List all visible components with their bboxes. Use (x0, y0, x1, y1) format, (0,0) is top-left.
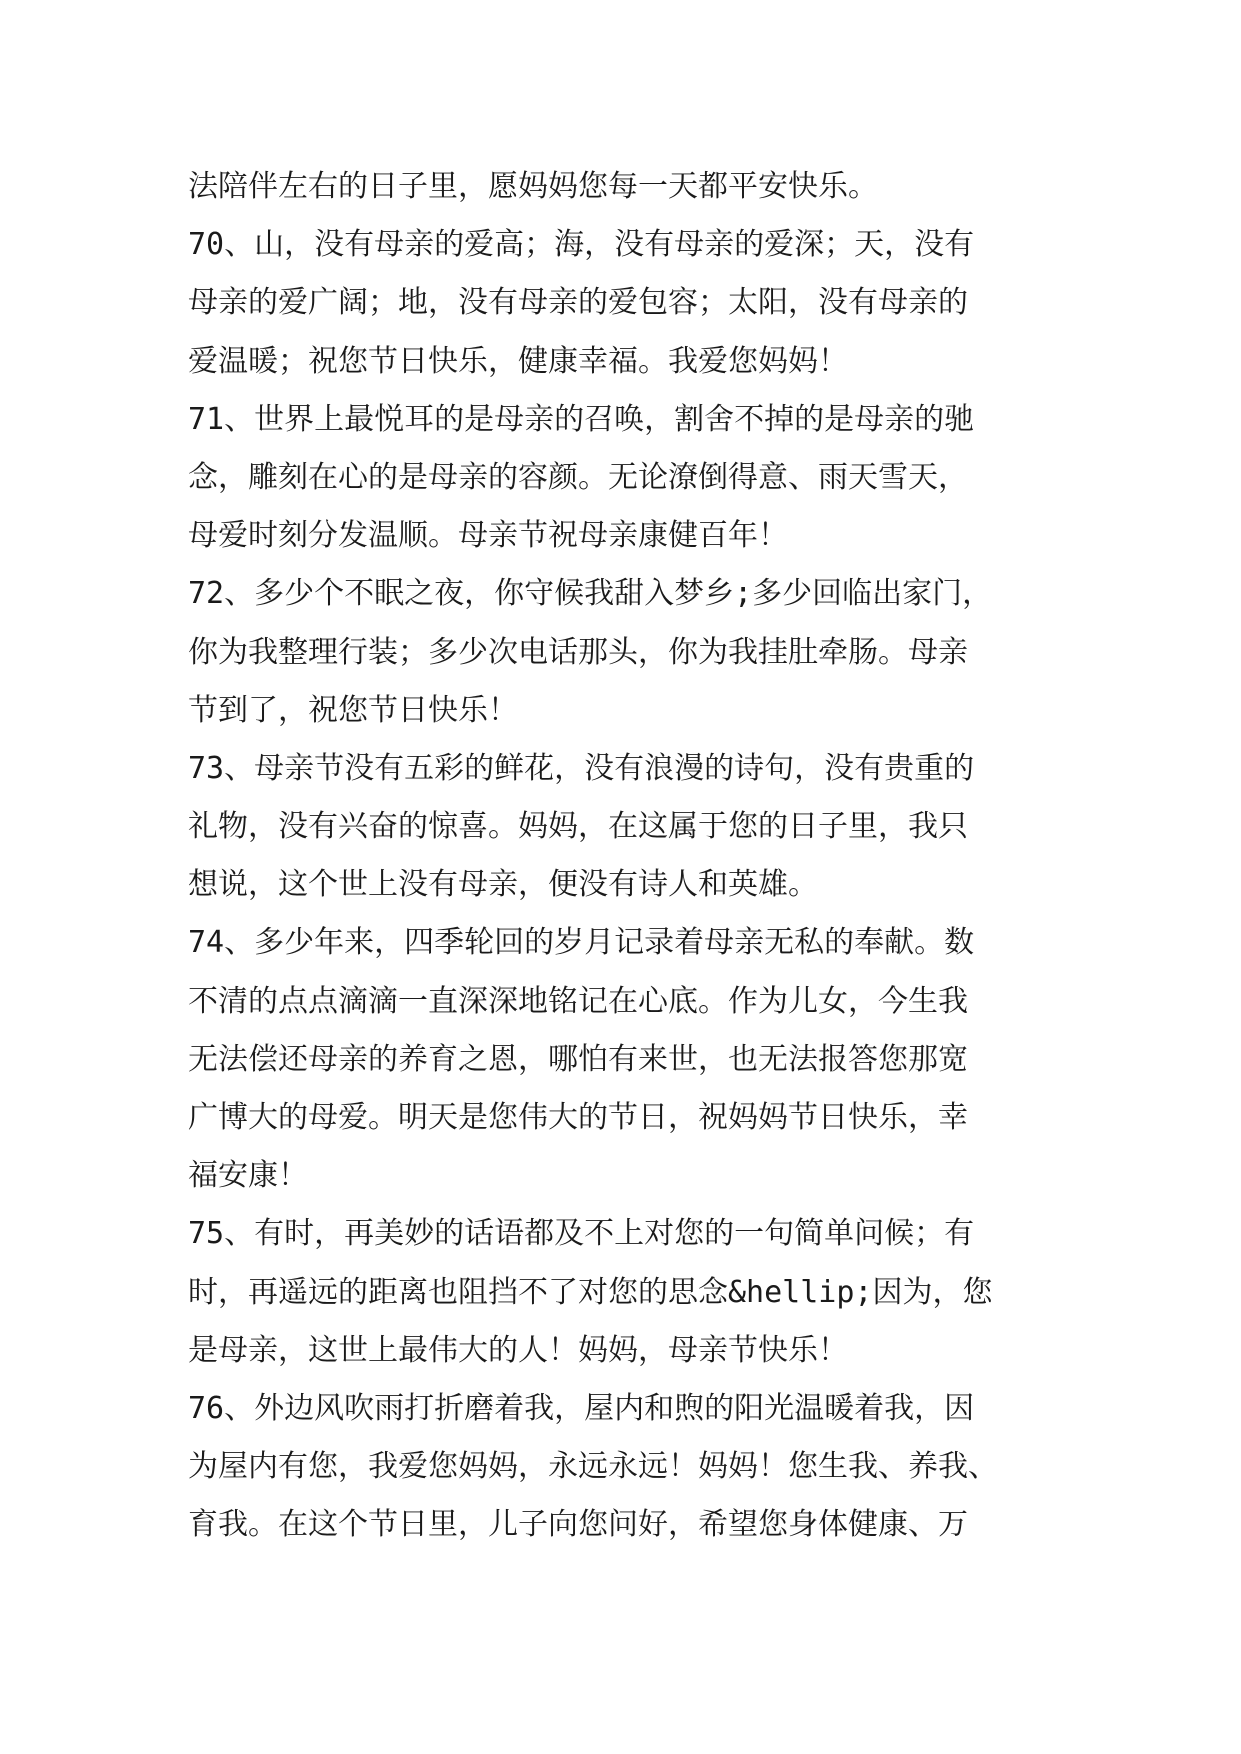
text-line: 73、母亲节没有五彩的鲜花，没有浪漫的诗句，没有贵重的 (188, 750, 975, 786)
text-line: 70、山，没有母亲的爱高；海，没有母亲的爱深；天，没有 (188, 227, 975, 263)
text-line: 你为我整理行装；多少次电话那头，你为我挂肚牵肠。母亲 (188, 634, 968, 670)
text-line: 是母亲，这世上最伟大的人！妈妈，母亲节快乐！ (188, 1332, 848, 1368)
text-line: 育我。在这个节日里，儿子向您问好，希望您身体健康、万 (188, 1507, 968, 1543)
text-line: 74、多少年来，四季轮回的岁月记录着母亲无私的奉献。数 (188, 925, 975, 961)
text-line: 法陪伴左右的日子里，愿妈妈您每一天都平安快乐。 (188, 169, 878, 204)
text-line: 念，雕刻在心的是母亲的容颜。无论潦倒得意、雨天雪天， (188, 459, 968, 495)
text-line: 爱温暖；祝您节日快乐，健康幸福。我爱您妈妈！ (188, 343, 848, 379)
text-line: 母亲的爱广阔；地，没有母亲的爱包容；太阳，没有母亲的 (188, 285, 968, 321)
text-line: 母爱时刻分发温顺。母亲节祝母亲康健百年！ (188, 518, 788, 554)
text-line: 广博大的母爱。明天是您伟大的节日，祝妈妈节日快乐，幸 (188, 1100, 968, 1135)
text-line: 不清的点点滴滴一直深深地铭记在心底。作为儿女，今生我 (188, 983, 968, 1019)
text-line: 福安康！ (188, 1158, 308, 1194)
text-line: 时，再遥远的距离也阻挡不了对您的思念&hellip;因为，您 (188, 1274, 993, 1310)
text-line: 72、多少个不眠之夜，你守候我甜入梦乡;多少回临出家门， (188, 576, 993, 612)
text-line: 71、世界上最悦耳的是母亲的召唤，割舍不掉的是母亲的驰 (188, 401, 975, 437)
text-line: 礼物，没有兴奋的惊喜。妈妈，在这属于您的日子里，我只 (188, 809, 968, 845)
text-line: 75、有时，再美妙的话语都及不上对您的一句简单问候；有 (188, 1216, 975, 1252)
text-line: 节到了，祝您节日快乐！ (188, 692, 518, 728)
text-line: 76、外边风吹雨打折磨着我，屋内和煦的阳光温暖着我，因 (188, 1390, 975, 1426)
text-line: 无法偿还母亲的养育之恩，哪怕有来世，也无法报答您那宽 (188, 1041, 968, 1077)
text-line: 为屋内有您，我爱您妈妈，永远永远！妈妈！您生我、养我、 (188, 1449, 998, 1485)
text-line: 想说，这个世上没有母亲，便没有诗人和英雄。 (188, 867, 818, 903)
body-text (188, 158, 1058, 1555)
